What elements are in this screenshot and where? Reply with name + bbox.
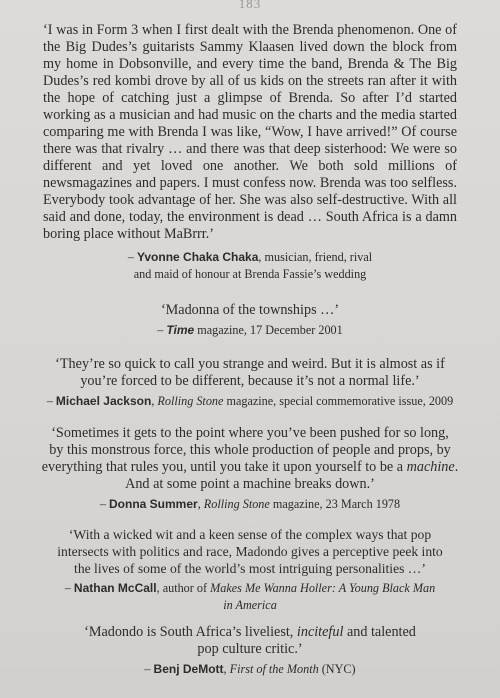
quote-author: Donna Summer: [109, 497, 198, 511]
quote-author: Time: [166, 323, 195, 337]
attribution-detail-2: and maid of honour at Brenda Fassie’s wedding: [133, 267, 367, 281]
quote-attribution: – Nathan McCall, author of Makes Me Wanna Holler: A Young Black Man in America: [64, 581, 436, 612]
quote-text: ‘They’re so quick to call you strange and weird. But it is almost as if you’re forced to be different, because it’s not a normal life.’: [55, 356, 445, 389]
quote-block-3: [0, 356, 500, 410]
attribution-detail: , author of: [156, 581, 211, 595]
quote-block-5: [0, 526, 500, 614]
quote-attribution: – Yvonne Chaka Chaka, musician, friend, rival and maid of honour at Brenda Fassie’s wedding: [127, 250, 373, 281]
quote-attribution: – Donna Summer, Rolling Stone magazine, 23 March 1978: [99, 497, 401, 511]
quote-block-6: [0, 624, 500, 678]
attribution-detail: , musician, friend, rival: [258, 250, 373, 264]
book-title-cont: in America: [223, 598, 277, 612]
quote-attribution: – Benj DeMott, First of the Month (NYC): [144, 662, 356, 676]
quote-text: ‘Madonna of the townships …’: [160, 302, 340, 318]
attribution-detail: (NYC): [318, 662, 356, 676]
quote-author: Nathan McCall: [73, 581, 157, 595]
quote-attribution: – Michael Jackson, Rolling Stone magazine, special commemorative issue, 2009: [46, 394, 454, 408]
quote-block-1: [0, 22, 500, 283]
publication-name: Rolling Stone: [157, 394, 224, 408]
quote-text: ‘Madondo is South Africa’s liveliest, inciteful and talented pop culture critic.’: [84, 624, 416, 657]
quote-author: Yvonne Chaka Chaka: [137, 250, 259, 264]
page-number: 183: [238, 0, 262, 11]
attribution-detail: magazine, 17 December 2001: [194, 323, 343, 337]
attribution-detail: magazine, special commemorative issue, 2009: [223, 394, 454, 408]
book-title: Makes Me Wanna Holler: A Young Black Man: [210, 581, 436, 595]
quote-block-4: [0, 425, 500, 513]
quote-text: ‘Sometimes it gets to the point where you’ve been pushed for so long, by this monstrous force, this whole production of people and props, by everything that rules you, until you take it upon yourself to be a machine. And at some point a machine breaks down.’: [41, 425, 459, 492]
attribution-detail: magazine, 23 March 1978: [269, 497, 401, 511]
quote-block-2: [0, 302, 500, 339]
quote-attribution: – Time magazine, 17 December 2001: [157, 323, 343, 337]
quote-author: Benj DeMott: [153, 662, 224, 676]
publication-name: Rolling Stone: [203, 497, 270, 511]
quote-author: Michael Jackson: [55, 394, 152, 408]
quote-text: ‘With a wicked wit and a keen sense of the complex ways that pop intersects with politics and race, Madondo gives a perceptive peek into the lives of some of the world’s most intriguing personalities …’: [57, 527, 443, 576]
publication-name: First of the Month: [229, 662, 319, 676]
quote-text: ‘I was in Form 3 when I first dealt with the Brenda phenomenon. One of the Big Dudes’s guitarists Sammy Klaasen lived down the block from my home in Dobsonville, and every time the band, Brenda & The Big Dudes’s red kombi drove by all of us kids on the streets ran after it with the hope of catching just a glimpse of Brenda. So after I’d started working as a musician and had music on the charts and the media started comparing me with Brenda I was like, “Wow, I have arrived!” Of course there was that rivalry … and there was that deep sisterhood: We were so different and yet loved one another. We both sold millions of newsmagazines and papers. I must confess now. Brenda was too selfless. Everybody took advantage of her. She was also self-destructive. With all said and done, today, the environment is dead … South Africa is a damn boring place without MaBrrr.’: [43, 22, 457, 242]
